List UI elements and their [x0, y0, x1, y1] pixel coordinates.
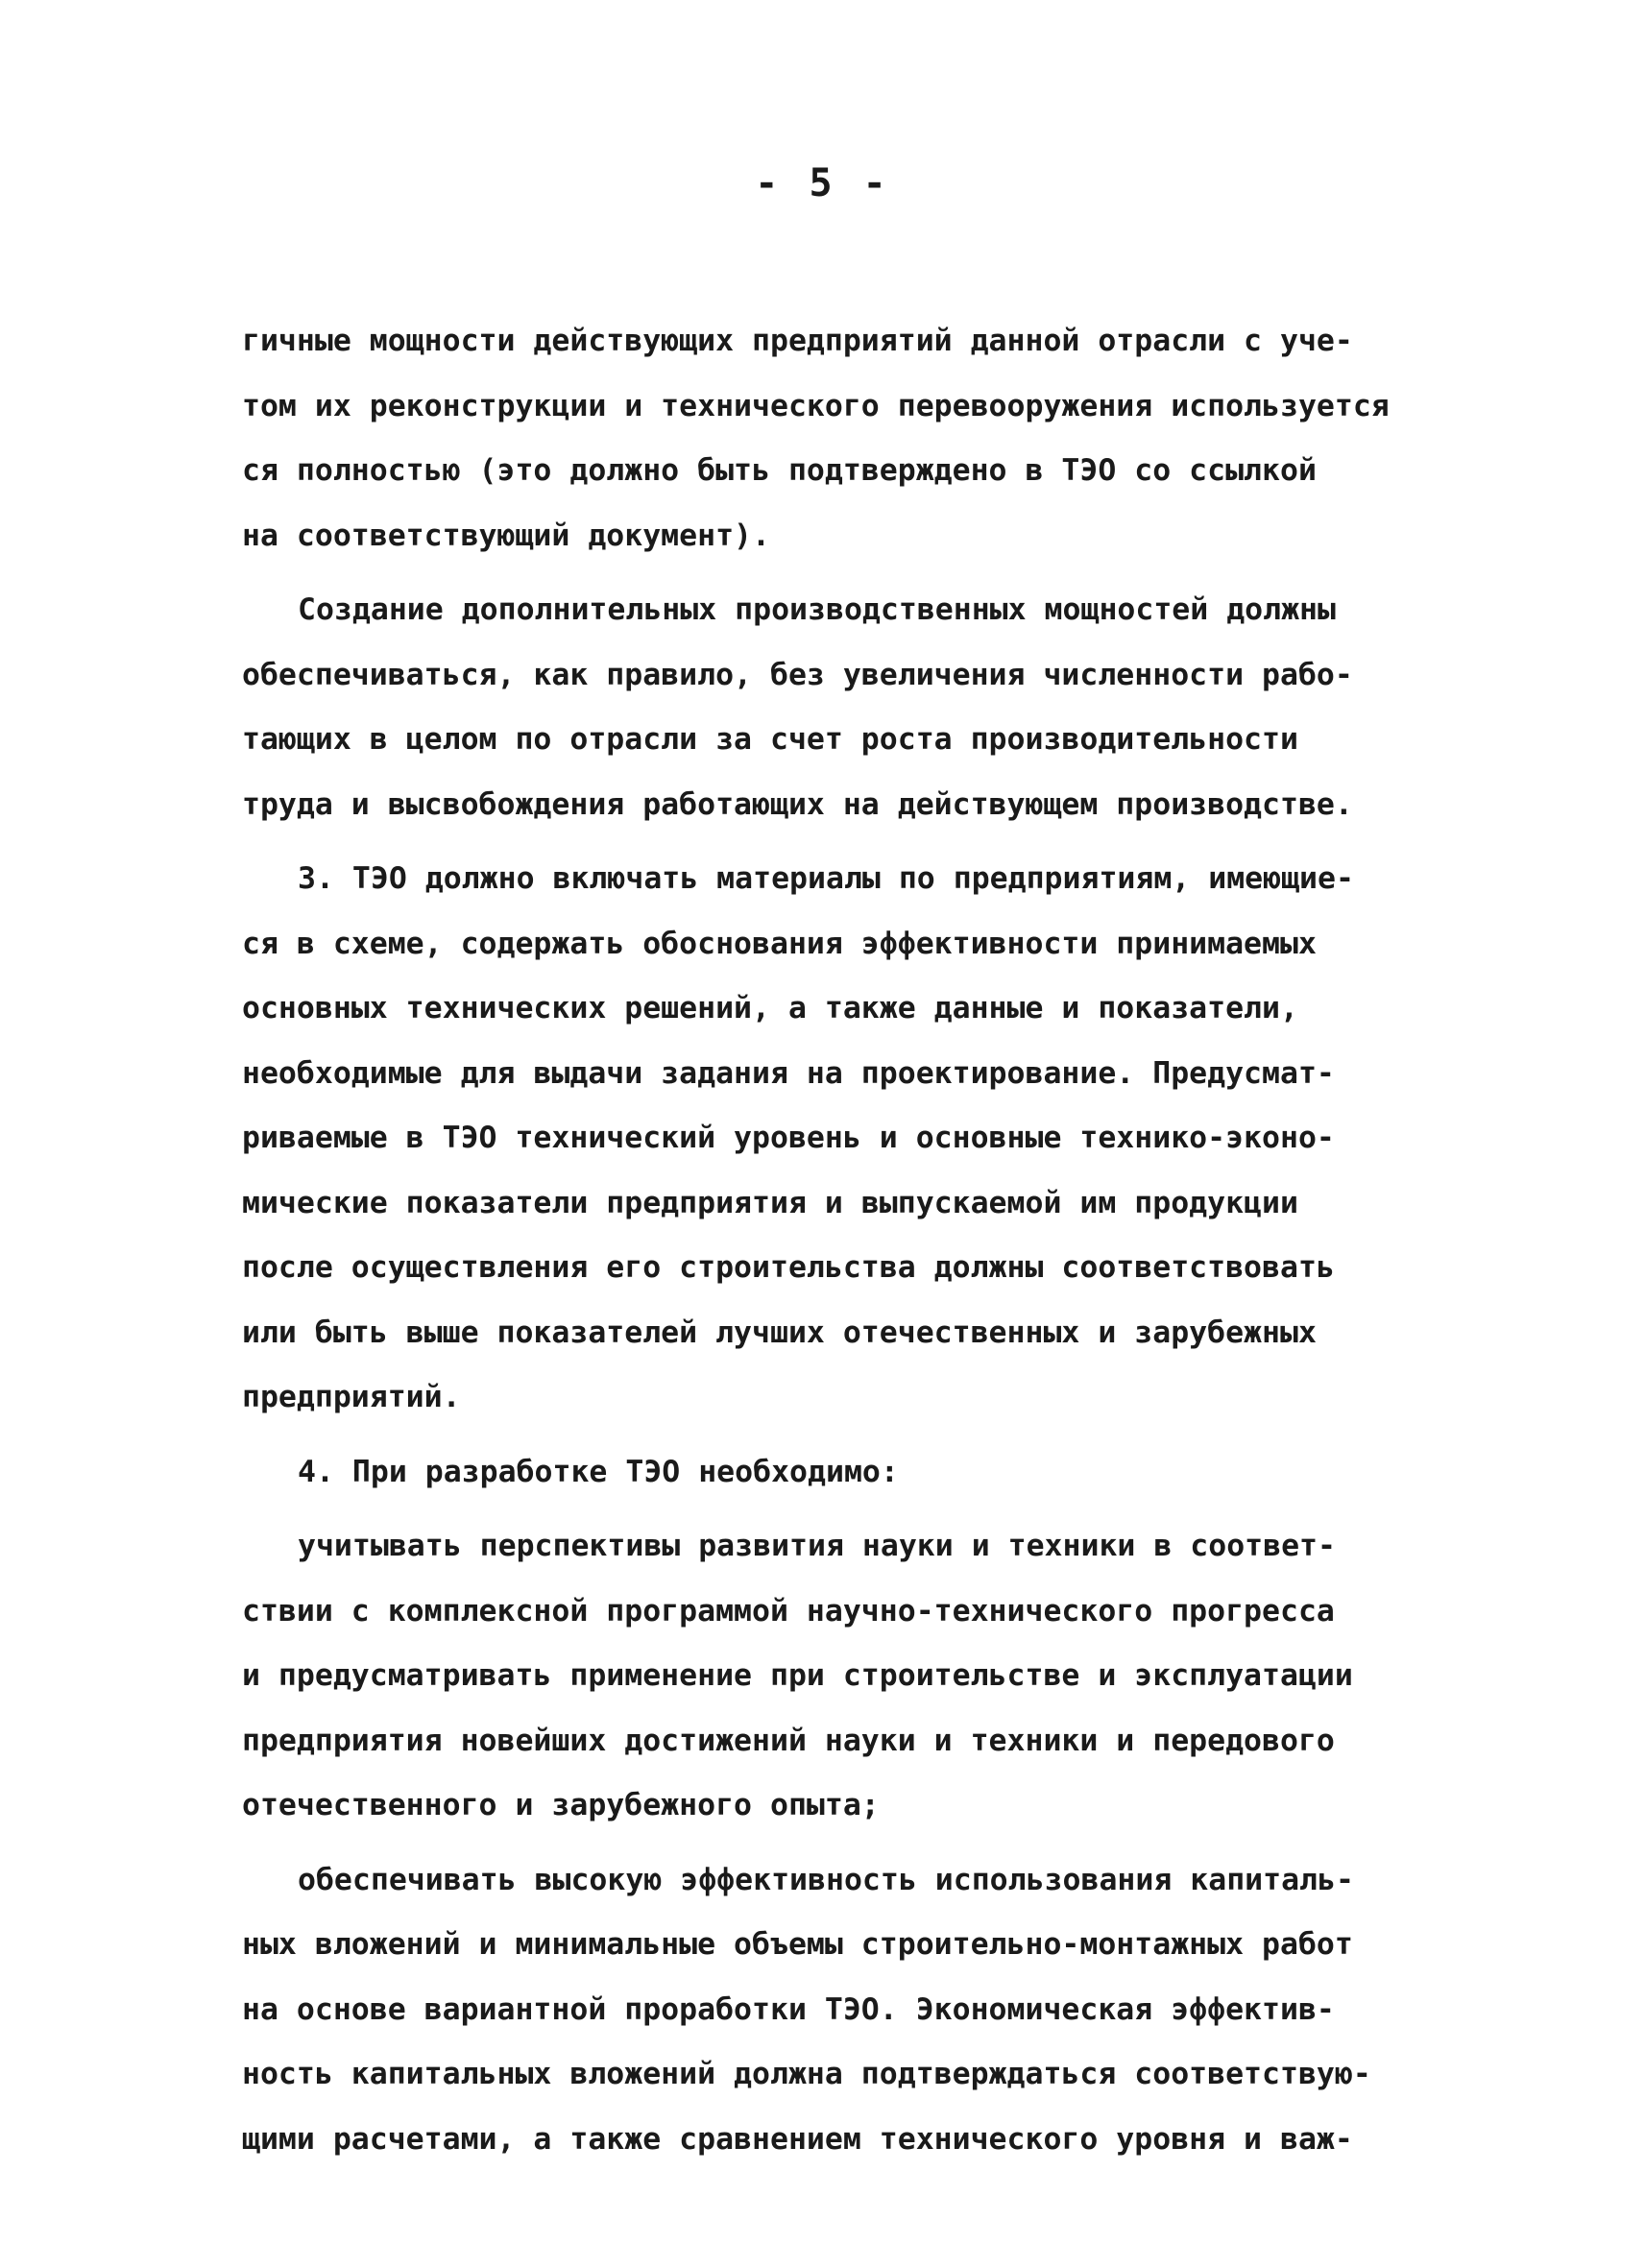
text-line: и предусматривать применение при строительстве и эксплуатации	[242, 1658, 1353, 1693]
text-line: том их реконструкции и технического перевооружения используется	[242, 388, 1390, 423]
paragraph-2	[242, 578, 1433, 837]
text-line: на основе вариантной проработки ТЭО. Экономическая эффектив-	[242, 1991, 1335, 2027]
text-line: 4. При разработке ТЭО необходимо:	[298, 1454, 899, 1489]
text-line: ся полностью (это должно быть подтверждено в ТЭО со ссылкой	[242, 453, 1317, 488]
paragraph-3	[242, 847, 1433, 1431]
paragraph-4	[242, 1440, 1433, 1506]
text-line: гичные мощности действующих предприятий данной отрасли с уче-	[242, 324, 1353, 358]
document-body	[242, 309, 1433, 2182]
text-line: обеспечивать высокую эффективность использования капиталь-	[298, 1862, 1354, 1897]
text-line: 3. ТЭО должно включать материалы по предприятиям, имеющие-	[298, 861, 1354, 896]
text-line: ность капитальных вложений должна подтверждаться соответствую-	[242, 2057, 1371, 2091]
text-line: отечественного и зарубежного опыта;	[242, 1788, 880, 1822]
paragraph-1	[242, 309, 1433, 568]
paragraph-5	[242, 1514, 1433, 1839]
text-line: ствии с комплексной программой научно-технического прогресса	[242, 1593, 1335, 1629]
text-line: необходимые для выдачи задания на проектирование. Предусмат-	[242, 1055, 1335, 1091]
paragraph-6	[242, 1848, 1433, 2173]
text-line: обеспечиваться, как правило, без увеличения численности рабо-	[242, 657, 1353, 692]
text-line: тающих в целом по отрасли за счет роста производительности	[242, 722, 1298, 757]
text-line: мические показатели предприятия и выпускаемой им продукции	[242, 1185, 1298, 1220]
text-line: щими расчетами, а также сравнением технического уровня и важ-	[242, 2121, 1353, 2157]
text-line: ных вложений и минимальные объемы строительно-монтажных работ	[242, 1927, 1353, 1962]
text-line: предприятий.	[242, 1380, 461, 1414]
text-line: предприятия новейших достижений науки и техники и передового	[242, 1723, 1335, 1758]
text-line: Создание дополнительных производственных мощностей должны	[298, 592, 1336, 627]
text-line: после осуществления его строительства должны соответствовать	[242, 1250, 1335, 1285]
text-line: или быть выше показателей лучших отечественных и зарубежных	[242, 1315, 1317, 1350]
text-line: ся в схеме, содержать обоснования эффективности принимаемых	[242, 926, 1317, 961]
page-number: - 5 -	[755, 161, 890, 205]
text-line: учитывать перспективы развития науки и техники в соответ-	[298, 1529, 1336, 1563]
text-line: на соответствующий документ).	[242, 518, 770, 553]
text-line: труда и высвобождения работающих на действующем производстве.	[242, 786, 1353, 822]
text-line: риваемые в ТЭО технический уровень и основные технико-эконо-	[242, 1121, 1335, 1155]
text-line: основных технических решений, а также данные и показатели,	[242, 991, 1298, 1025]
